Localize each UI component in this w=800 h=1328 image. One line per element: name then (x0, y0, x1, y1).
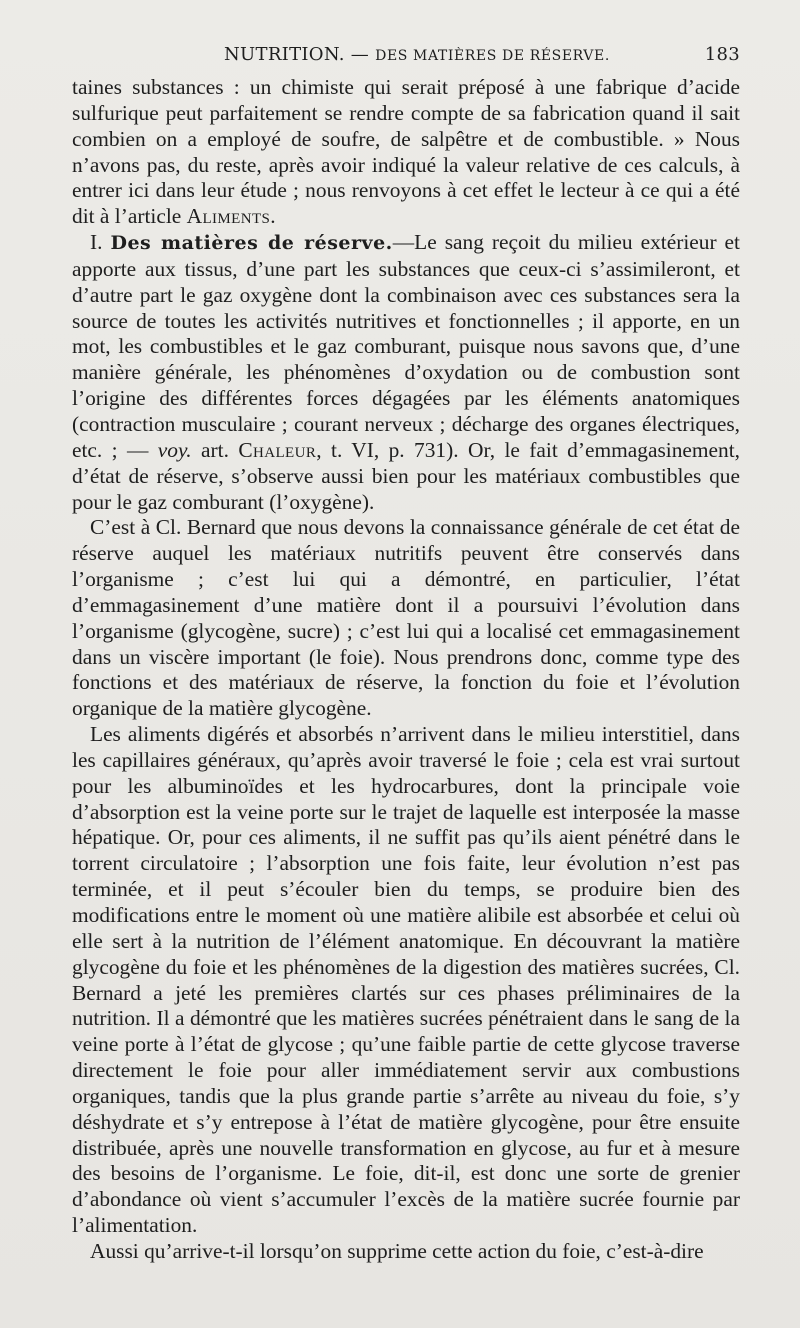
body-text (72, 75, 740, 1265)
section-numeral: I. (90, 230, 103, 255)
page-number: 183 (704, 44, 740, 65)
paragraph-3: C’est à Cl. Bernard que nous devons la connaissance générale de cet état de réserve auquel les matériaux nutritifs peuvent être conservés dans l’organisme ; c’est lui qui a démontré, en particulier, l’état d’emmagasinement d’une matière dont il a poursuivi l’évolution dans l’organisme (glycogène, sucre) ; c’est lui qui a localisé cet emmagasinement dans un viscère important (le foie). Nous prendrons donc, comme type des fonctions et des matériaux de réserve, la fonction du foie et l’évolution organique de la matière glycogène. (72, 515, 740, 721)
paragraph-5: Aussi qu’arrive-t-il lorsqu’on supprime cette action du foie, c’est-à-dire (90, 1238, 704, 1263)
header-title-sub: DES MATIÈRES DE RÉSERVE. (375, 48, 610, 64)
paragraph-1: taines substances : un chimiste qui serait préposé à une fabrique d’acide sulfurique peut parfaitement se rendre compte de sa fabrication quand il sait combien on a employé de soufre, de salpêtre et de combustible. » Nous n’avons pas, du reste, après avoir indiqué la valeur relative de ces calculs, à entrer ici dans leur étude ; nous renvoyons à cet effet le lecteur à ce qui a été dit à l’article Aliments. (72, 75, 740, 229)
running-header (72, 44, 740, 74)
article-ref: Aliments (186, 204, 271, 229)
header-title (224, 44, 610, 65)
header-title-main: NUTRITION. — (224, 44, 370, 65)
chaleur-ref: Chaleur (238, 437, 317, 462)
section-heading: Des matières de réserve. (110, 232, 393, 255)
paragraph-4: Les aliments digérés et absorbés n’arrivent dans le milieu interstitiel, dans les capillaires généraux, qu’après avoir traversé le foie ; cela est vrai surtout pour les albuminoïdes et les hydrocarbures, dont la principale voie d’absorption est la veine porte sur le trajet de laquelle est interposée la masse hépatique. Or, pour ces aliments, il ne suffit pas qu’ils aient pénétré dans le torrent circulatoire ; l’absorption une fois faite, leur évolution n’est pas terminée, et il peut s’écouler bien du temps, se produire bien des modifications entre le moment où une matière alibile est absorbée et celui où elle sert à la nutrition de l’élément anatomique. En découvrant la matière glycogène du foie et les phénomènes de la digestion des matières sucrées, Cl. Bernard a jeté les premières clartés sur ces phases préliminaires de la nutrition. Il a démontré que les matières sucrées pénétraient dans le sang de la veine porte à l’état de glycose ; qu’une faible partie de cette glycose traverse directement le foie pour aller immédiatement servir aux combustions organiques, tandis que la plus grande partie s’arrête au niveau du foie, s’y déshydrate et s’y entrepose à l’état de matière glycogène, pour être ensuite distribuée, après une nouvelle transformation en glycose, au fur et à mesure des besoins de l’organisme. Le foie, dit-il, est donc une sorte de grenier d’abondance où vient s’accumuler l’excès de la matière sucrée fournie par l’alimentation. (72, 722, 740, 1238)
paragraph-2: I. Des matières de réserve.—Le sang reçoit du milieu extérieur et apporte aux tissus, d’une part les substances que ceux-ci s’assimileront, et d’autre part le gaz oxygène dont la combinaison avec ces substances sera la source de toutes les activités nutritives et fonctionnelles ; il apporte, en un mot, les combustibles et le gaz comburant, puisque nous savons que, d’une manière générale, les phénomènes d’oxydation ou de combustion sont l’origine des différentes forces dégagées par les éléments anatomiques (contraction musculaire ; courant nerveux ; décharge des organes électriques, etc. ; — voy. art. Chaleur, t. VI, p. 731). Or, le fait d’emmagasinement, d’état de réserve, s’observe aussi bien pour les matériaux combustibles que pour le gaz comburant (l’oxygène). (72, 230, 741, 514)
